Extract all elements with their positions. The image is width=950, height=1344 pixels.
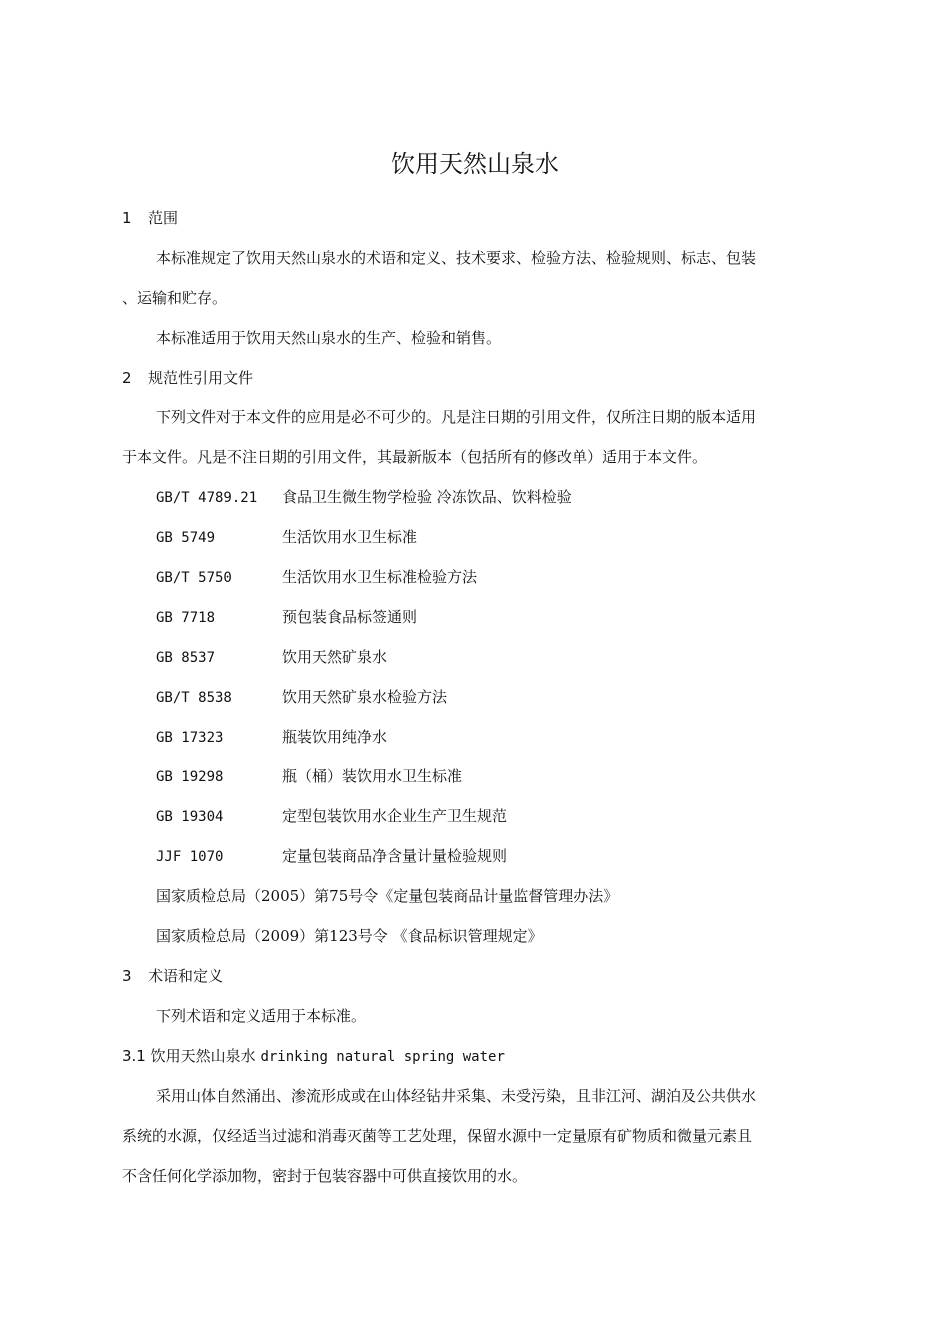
references-intro-line-1: 下列文件对于本文件的应用是必不可少的。凡是注日期的引用文件，仅所注日期的版本适用	[156, 408, 757, 426]
reference-code: GB/T 8538	[156, 690, 232, 706]
reference-code: GB/T 5750	[156, 570, 232, 586]
reference-code: GB 19298	[156, 769, 224, 785]
definition-line-3: 不含任何化学添加物，密封于包装容器中可供直接饮用的水。	[122, 1167, 528, 1185]
reference-item	[156, 687, 447, 708]
reference-code: GB 7718	[156, 610, 216, 626]
reference-code: GB/T 4789.21	[156, 490, 258, 506]
section-number: 2	[122, 369, 132, 387]
section-1-heading	[122, 208, 178, 228]
reference-title: 瓶装饮用纯净水	[282, 728, 388, 746]
section-2-heading	[122, 368, 253, 388]
reference-code: GB 8537	[156, 650, 216, 666]
reference-item	[156, 487, 572, 508]
definition-line-2: 系统的水源，仅经适当过滤和消毒灭菌等工艺处理，保留水源中一定量原有矿物质和微量元素且	[122, 1127, 753, 1145]
term-english: drinking natural spring water	[260, 1049, 505, 1065]
decree-reference-2: 国家质检总局（2009）第123号令 《食品标识管理规定》	[156, 927, 543, 945]
reference-title: 饮用天然矿泉水	[282, 648, 388, 666]
reference-item	[156, 727, 387, 748]
reference-item	[156, 846, 507, 867]
reference-item	[156, 567, 477, 588]
section-title: 规范性引用文件	[148, 369, 254, 387]
reference-item	[156, 607, 417, 628]
reference-code: GB 5749	[156, 530, 216, 546]
reference-title: 预包装食品标签通则	[282, 608, 418, 626]
reference-item	[156, 647, 387, 668]
reference-code: GB 19304	[156, 809, 224, 825]
subsection-number: 3.1	[122, 1047, 146, 1065]
section-title: 术语和定义	[148, 967, 224, 985]
reference-title: 生活饮用水卫生标准	[282, 528, 418, 546]
reference-title: 饮用天然矿泉水检验方法	[282, 688, 448, 706]
reference-item	[156, 766, 462, 787]
document-title: 饮用天然山泉水	[391, 150, 559, 178]
reference-code: GB 17323	[156, 730, 224, 746]
reference-item	[156, 806, 507, 827]
section-number: 1	[122, 209, 132, 227]
reference-title: 定型包装饮用水企业生产卫生规范	[282, 807, 508, 825]
reference-code: JJF 1070	[156, 849, 224, 865]
term-chinese: 饮用天然山泉水	[150, 1047, 256, 1065]
subsection-3-1-heading	[122, 1046, 505, 1067]
reference-item	[156, 527, 417, 548]
section-3-heading	[122, 966, 223, 986]
section-number: 3	[122, 967, 132, 985]
reference-title: 食品卫生微生物学检验 冷冻饮品、饮料检验	[282, 488, 572, 506]
scope-paragraph-line-1: 本标准规定了饮用天然山泉水的术语和定义、技术要求、检验方法、检验规则、标志、包装	[156, 249, 757, 267]
section-title: 范围	[148, 209, 179, 227]
terms-intro: 下列术语和定义适用于本标准。	[156, 1007, 367, 1025]
reference-title: 定量包装商品净含量计量检验规则	[282, 847, 508, 865]
references-intro-line-2: 于本文件。凡是不注日期的引用文件，其最新版本（包括所有的修改单）适用于本文件。	[122, 448, 708, 466]
scope-paragraph-2: 本标准适用于饮用天然山泉水的生产、检验和销售。	[156, 329, 502, 347]
decree-reference-1: 国家质检总局（2005）第75号令《定量包装商品计量监督管理办法》	[156, 887, 619, 905]
definition-line-1: 采用山体自然涌出、渗流形成或在山体经钻井采集、未受污染，且非江河、湖泊及公共供水	[156, 1087, 757, 1105]
reference-title: 瓶（桶）装饮用水卫生标准	[282, 767, 463, 785]
scope-paragraph-line-2: 、运输和贮存。	[122, 289, 228, 307]
reference-title: 生活饮用水卫生标准检验方法	[282, 568, 478, 586]
